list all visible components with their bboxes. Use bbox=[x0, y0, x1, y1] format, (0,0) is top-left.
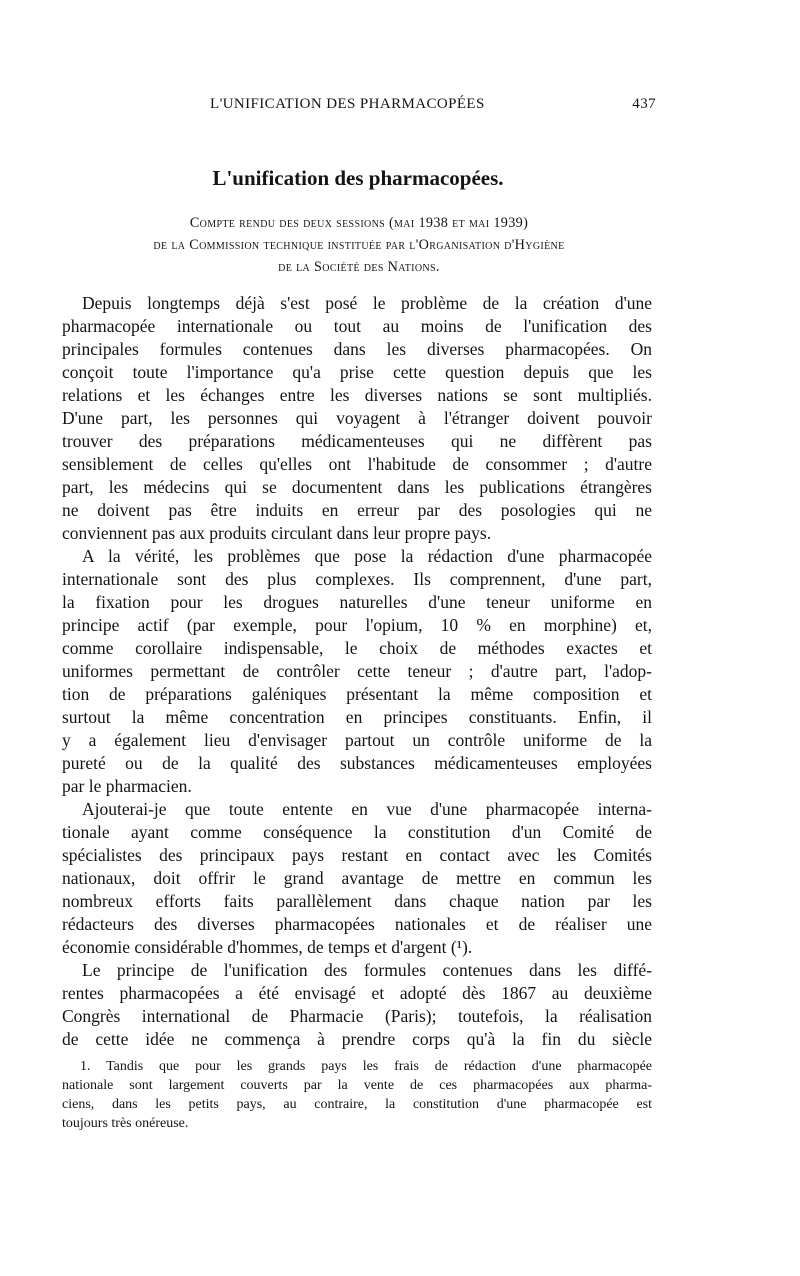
paragraph-line: pureté ou de la qualité des substances médicamenteuses employées bbox=[62, 753, 652, 773]
paragraph-line: pharmacopée internationale ou tout au moins de l'unification des bbox=[62, 316, 652, 336]
paragraph bbox=[62, 798, 652, 959]
paragraph-line: comme corollaire indispensable, le choix de méthodes exactes et bbox=[62, 638, 652, 658]
paragraph-line: la fixation pour les drogues naturelles d'une teneur uniforme en bbox=[62, 592, 652, 612]
paragraph-line: tionale ayant comme conséquence la constitution d'un Comité de bbox=[62, 822, 652, 842]
paragraph-line: Congrès international de Pharmacie (Paris); toutefois, la réalisation bbox=[62, 1006, 652, 1026]
paragraph bbox=[62, 292, 652, 545]
running-title: L'UNIFICATION DES PHARMACOPÉES bbox=[210, 96, 485, 112]
paragraph-line: trouver des préparations médicamenteuses qui ne diffèrent pas bbox=[62, 431, 652, 451]
article-title: L'unification des pharmacopées. bbox=[212, 166, 504, 190]
paragraph-line: spécialistes des principaux pays restant en contact avec les Comités bbox=[62, 845, 652, 865]
paragraph-line: y a également lieu d'envisager partout un contrôle uniforme de la bbox=[62, 730, 652, 750]
paragraph-line: principe actif (par exemple, pour l'opium, 10 % en morphine) et, bbox=[62, 615, 652, 635]
footnote-line: toujours très onéreuse. bbox=[62, 1116, 189, 1131]
footnotes bbox=[62, 1057, 652, 1133]
paragraph-line: de cette idée ne commença à prendre corps qu'à la fin du siècle bbox=[62, 1029, 652, 1049]
paragraph-line: tion de préparations galéniques présentant la même composition et bbox=[62, 684, 652, 704]
paragraph-line: part, les médecins qui se documentent dans les publications étrangères bbox=[62, 477, 652, 497]
paragraph-line: relations et les échanges entre les diverses nations se sont multipliés. bbox=[62, 385, 652, 405]
paragraph-line: Le principe de l'unification des formules contenues dans les diffé- bbox=[82, 960, 652, 980]
paragraph-line: par le pharmacien. bbox=[62, 776, 192, 796]
paragraph-line: ne doivent pas être induits en erreur par des posologies qui ne bbox=[62, 500, 652, 520]
paragraph-line: nationaux, doit offrir le grand avantage de mettre en commun les bbox=[62, 868, 652, 888]
body-text bbox=[62, 292, 652, 1051]
paragraph-line: A la vérité, les problèmes que pose la rédaction d'une pharmacopée bbox=[82, 546, 652, 566]
subtitle-line: Compte rendu des deux sessions (mai 1938 et mai 1939) bbox=[189, 215, 529, 231]
footnote bbox=[62, 1057, 652, 1133]
paragraph-line: économie considérable d'hommes, de temps et d'argent (¹). bbox=[62, 937, 473, 957]
paragraph-line: Depuis longtemps déjà s'est posé le problème de la création d'une bbox=[82, 293, 652, 313]
paragraph-line: conviennent pas aux produits circulant dans leur propre pays. bbox=[62, 523, 492, 543]
subtitle-line: de la Commission technique instituée par l'Organisation d'Hygiène bbox=[153, 237, 565, 253]
paragraph-line: rédacteurs des diverses pharmacopées nationales et de réaliser une bbox=[62, 914, 652, 934]
paragraph-line: principales formules contenues dans les diverses pharmacopées. On bbox=[62, 339, 652, 359]
paragraph bbox=[62, 959, 652, 1051]
running-head bbox=[60, 96, 656, 120]
paragraph bbox=[62, 545, 652, 798]
article-subtitle bbox=[56, 212, 662, 278]
subtitle-line: de la Société des Nations. bbox=[278, 259, 440, 275]
footnote-line: ciens, dans les petits pays, au contraire, la constitution d'une pharmacopée est bbox=[62, 1097, 652, 1112]
paragraph-line: rentes pharmacopées a été envisagé et adopté dès 1867 au deuxième bbox=[62, 983, 652, 1003]
paragraph-line: uniformes permettant de contrôler cette teneur ; d'autre part, l'adop- bbox=[62, 661, 652, 681]
paragraph-line: sensiblement de celles qu'elles ont l'habitude de consommer ; d'autre bbox=[62, 454, 652, 474]
paragraph-line: surtout la même concentration en principes constituants. Enfin, il bbox=[62, 707, 652, 727]
footnote-line: nationale sont largement couverts par la vente de ces pharmacopées aux pharma- bbox=[62, 1078, 652, 1093]
paragraph-line: Ajouterai-je que toute entente en vue d'une pharmacopée interna- bbox=[82, 799, 652, 819]
footnote-line: 1. Tandis que pour les grands pays les frais de rédaction d'une pharmacopée bbox=[80, 1059, 652, 1074]
paragraph-line: conçoit toute l'importance qu'a prise cette question depuis que les bbox=[62, 362, 652, 382]
paragraph-line: nombreux efforts faits parallèlement dans chaque nation par les bbox=[62, 891, 652, 911]
page-number: 437 bbox=[632, 96, 656, 112]
paragraph-line: D'une part, les personnes qui voyagent à l'étranger doivent pouvoir bbox=[62, 408, 652, 428]
paragraph-line: internationale sont des plus complexes. Ils comprennent, d'une part, bbox=[62, 569, 652, 589]
